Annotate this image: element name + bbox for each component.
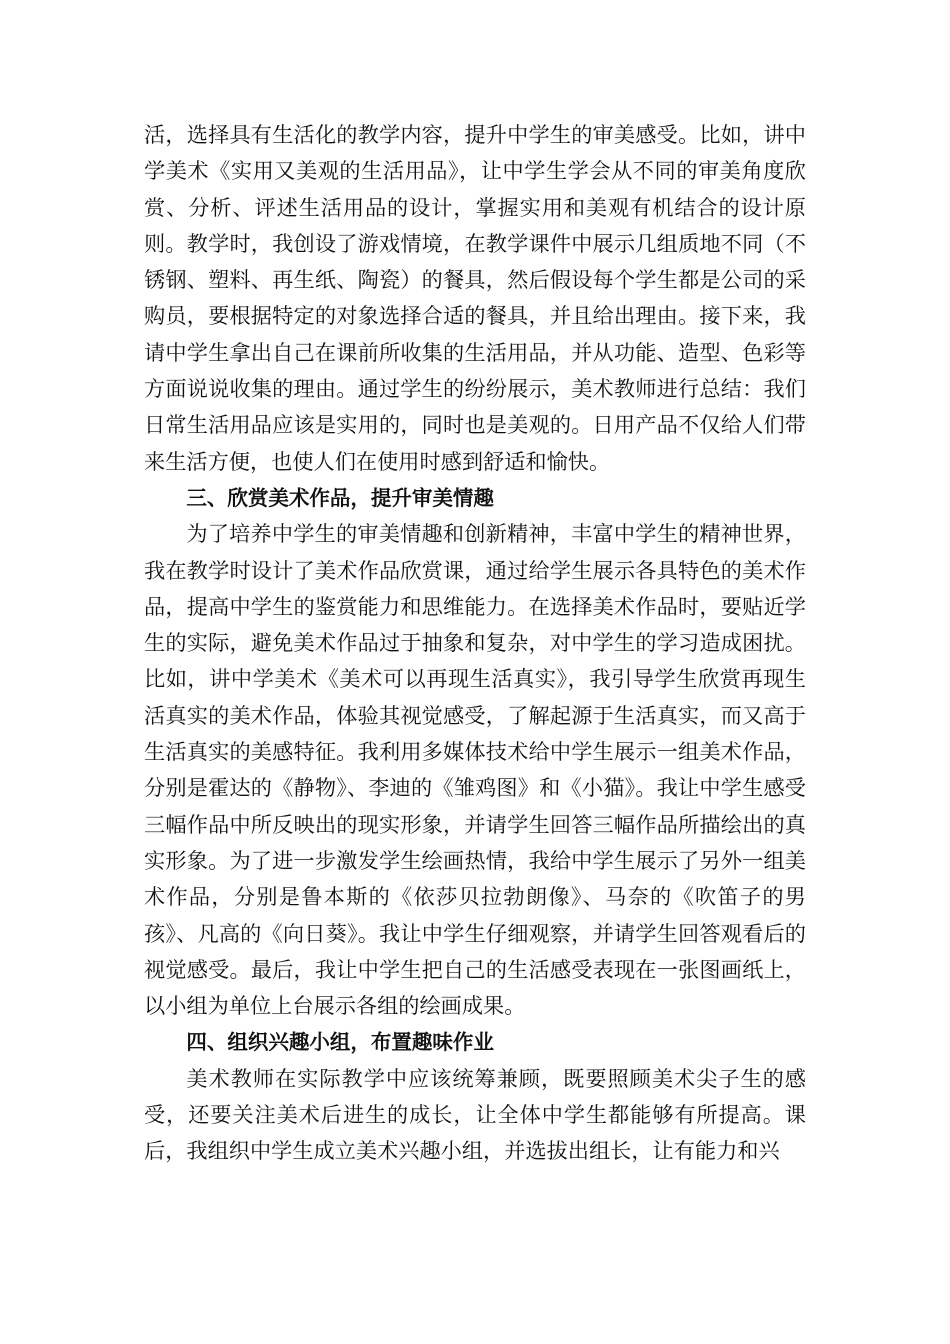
- body-paragraph-continued: 活，选择具有生活化的教学内容，提升中学生的审美感受。比如，讲中学美术《实用又美观的生活用品》，让中学生学会从不同的审美角度欣赏、分析、评述生活用品的设计，掌握实用和美观有机结合的设计原则。教学时，我创设了游戏情境，在教学课件中展示几组质地不同（不锈钢、塑料、再生纸、陶瓷）的餐具，然后假设每个学生都是公司的采购员，要根据特定的对象选择合适的餐具，并且给出理由。接下来，我请中学生拿出自己在课前所收集的生活用品，并从功能、造型、色彩等方面说说收集的理由。通过学生的纷纷展示，美术教师进行总结：我们日常生活用品应该是实用的，同时也是美观的。日用产品不仅给人们带来生活方便，也使人们在使用时感到舒适和愉快。: [144, 122, 806, 474]
- section-heading-3: 三、欣赏美术作品，提升审美情趣: [186, 485, 494, 510]
- body-paragraph-art-appreciation: 为了培养中学生的审美情趣和创新精神，丰富中学生的精神世界，我在教学时设计了美术作品欣赏课，通过给学生展示各具特色的美术作品，提高中学生的鉴赏能力和思维能力。在选择美术作品时，要贴近学生的实际，避免美术作品过于抽象和复杂，对中学生的学习造成困扰。比如，讲中学美术《美术可以再现生活真实》，我引导学生欣赏再现生活真实的美术作品，体验其视觉感受，了解起源于生活真实，而又高于生活真实的美感特征。我利用多媒体技术给中学生展示一组美术作品，分别是霍达的《静物》、李迪的《雏鸡图》和《小猫》。我让中学生感受三幅作品中所反映出的现实形象，并请学生回答三幅作品所描绘出的真实形象。为了进一步激发学生绘画热情，我给中学生展示了另外一组美术作品，分别是鲁本斯的《依莎贝拉勃朗像》、马奈的《吹笛子的男孩》、凡高的《向日葵》。我让中学生仔细观察，并请学生回答观看后的视觉感受。最后，我让中学生把自己的生活感受表现在一张图画纸上，以小组为单位上台展示各组的绘画成果。: [144, 521, 806, 1019]
- section-heading-4: 四、组织兴趣小组，布置趣味作业: [186, 1030, 494, 1055]
- document-page: [144, 117, 806, 1170]
- body-paragraph-interest-group: 美术教师在实际教学中应该统筹兼顾，既要照顾美术尖子生的感受，还要关注美术后进生的成长，让全体中学生都能够有所提高。课后，我组织中学生成立美术兴趣小组，并选拔出组长，让有能力和兴: [144, 1065, 806, 1164]
